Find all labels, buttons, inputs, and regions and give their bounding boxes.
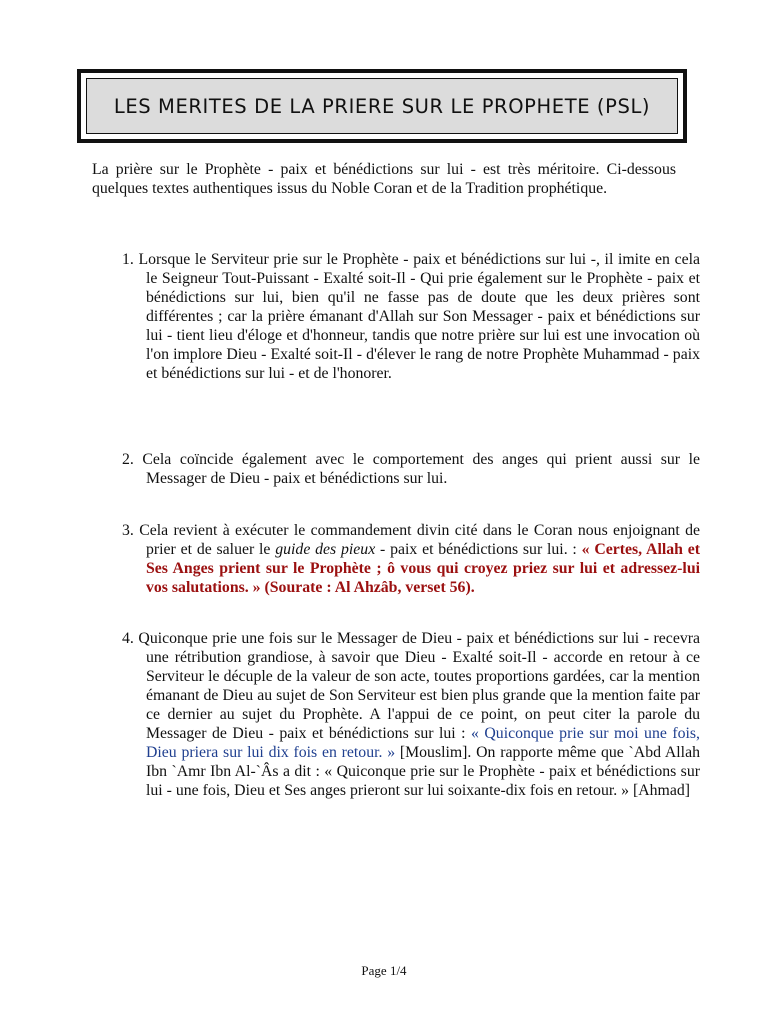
list-item-2: 2. Cela coïncide également avec le comportement des anges qui prient aussi sur le Messager de Dieu - paix et bénédictions sur lui.: [122, 451, 700, 487]
page-title: LES MERITES DE LA PRIERE SUR LE PROPHETE (PSL): [113, 94, 651, 118]
title-box: [77, 69, 687, 143]
item-3-text-after: - paix et bénédictions sur lui. :: [375, 541, 582, 558]
title-box-inner: [86, 78, 678, 134]
list-item-3: [122, 521, 700, 597]
list-item-1: 1. Lorsque le Serviteur prie sur le Prophète - paix et bénédictions sur lui -, il imite en cela le Seigneur Tout-Puissant - Exalté soit-Il - Qui prie également sur le Prophète - paix et bénédictions sur lui, bien qu'il ne fasse pas de doute que les deux prières sont différentes ; car la prière émanant d'Allah sur Son Messager - paix et bénédictions sur lui - tient lieu d'éloge et d'honneur, tandis que notre prière sur lui est une invocation où l'on implore Dieu - Exalté soit-Il - d'élever le rang de notre Prophète Muhammad - paix et bénédictions sur lui - et de l'honorer.: [122, 251, 700, 382]
item-4-text: 4. Quiconque prie une fois sur le Messager de Dieu - paix et bénédictions sur lui - recevra une rétribution grandiose, à savoir que Dieu - Exalté soit-Il - accorde en retour à ce Serviteur le décuple de la valeur de son acte, toutes proportions gardées, car la mention émanant de Dieu au sujet de Son Serviteur est bien plus grande que la mention faite par ce dernier au sujet du Prophète. A l'appui de ce point, on peut citer la parole du Messager de Dieu - paix et bénédictions sur lui :: [122, 630, 700, 742]
item-3-text: 3. Cela revient à exécuter le commandement divin cité dans le Coran nous enjoignant de prier et de saluer le: [122, 522, 700, 558]
hadith-quote: « Quiconque prie sur moi une fois, Dieu priera sur lui dix fois en retour. »: [146, 725, 700, 761]
item-3-italic: guide des pieux: [275, 541, 376, 558]
hadith-source: [Mouslim].: [395, 744, 472, 761]
item-4-text-after: On rapporte même que `Abd Allah Ibn `Amr Ibn Al-`Âs a dit : « Quiconque prie sur le Prophète - paix et bénédictions sur lui - une fois, Dieu et Ses anges prieront sur lui soixante-dix fois en retour. » [Ahmad]: [146, 744, 700, 799]
intro-paragraph: La prière sur le Prophète - paix et bénédictions sur lui - est très méritoire. Ci-dessous quelques textes authentiques issus du Noble Coran et de la Tradition prophétique.: [92, 161, 676, 197]
list-item-4: [122, 629, 700, 800]
page-number: Page 1/4: [361, 963, 407, 978]
coran-quote: « Certes, Allah et Ses Anges prient sur le Prophète ; ô vous qui croyez priez sur lui et adressez-lui vos salutations. » (Sourate : Al Ahzâb, verset 56).: [146, 541, 700, 596]
